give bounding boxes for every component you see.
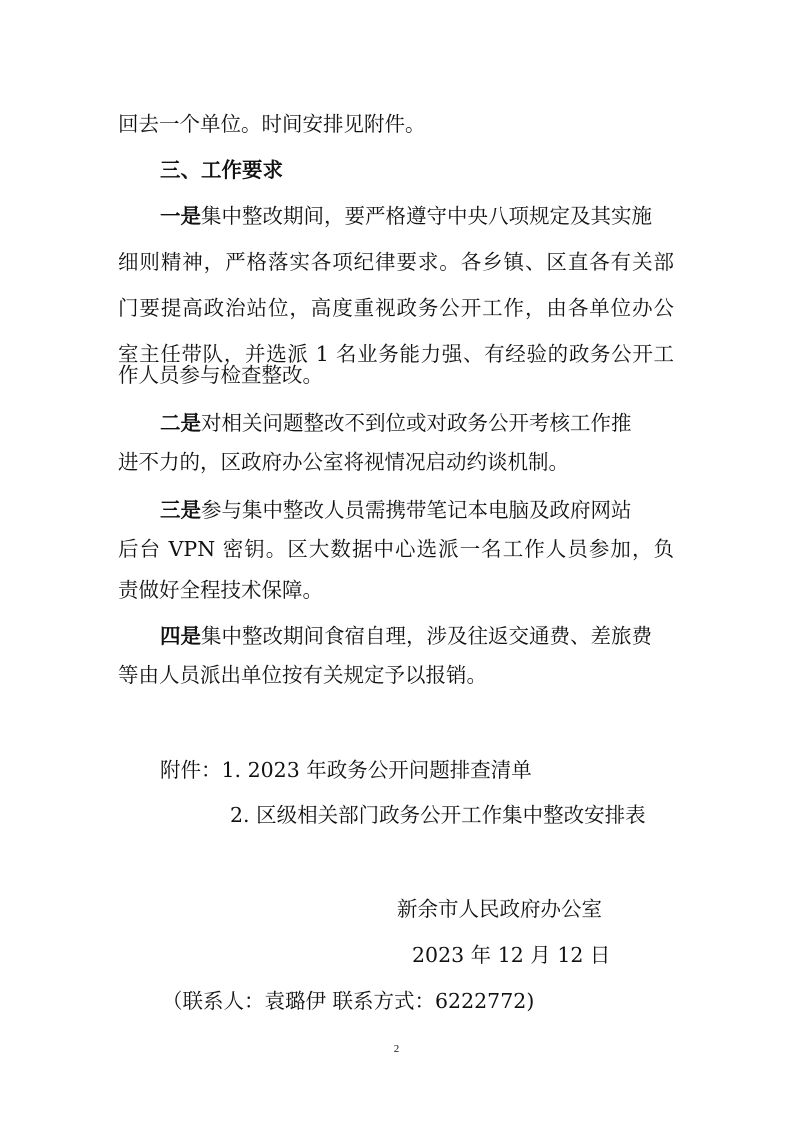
item1-label: 一是 [160,204,201,228]
continued-paragraph-line: 回去一个单位。时间安排见附件。 [118,112,426,136]
item1-line4: 室主任带队，并选派 1 名业务能力强、有经验的政务公开工 [118,342,674,366]
item3-first-line [160,498,632,522]
item1-line3: 门要提高政治站位，高度重视政务公开工作，由各单位办公 [118,296,674,320]
item1-text: 集中整改期间，要严格遵守中央八项规定及其实施 [201,204,652,228]
item2-label: 二是 [160,411,201,435]
item1-first-line [160,204,674,228]
issue-date: 2023 年 12 月 12 日 [412,943,611,967]
item4-label: 四是 [160,624,201,648]
item3-text: 参与集中整改人员需携带笔记本电脑及政府网站 [201,498,632,522]
issuing-organization: 新余市人民政府办公室 [397,897,602,921]
contact-info: （联系人：袁璐伊 联系方式：6222772) [162,989,535,1013]
item1-line5: 作人员参与检查整改。 [118,363,323,387]
item4-line2: 等由人员派出单位按有关规定予以报销。 [118,663,487,687]
item2-first-line [160,411,632,435]
page-number: 2 [393,1043,400,1055]
item3-label: 三是 [160,498,201,522]
item4-text: 集中整改期间食宿自理，涉及往返交通费、差旅费 [201,624,652,648]
section-heading: 三、工作要求 [160,158,283,182]
attachment-line-1: 附件：1. 2023 年政务公开问题排查清单 [160,758,532,782]
item3-line2: 后台 VPN 密钥。区大数据中心选派一名工作人员参加，负 [118,537,674,561]
item1-line2: 细则精神，严格落实各项纪律要求。各乡镇、区直各有关部 [118,250,674,274]
item2-text: 对相关问题整改不到位或对政务公开考核工作推 [201,411,632,435]
item2-line2: 进不力的，区政府办公室将视情况启动约谈机制。 [118,450,569,474]
item3-line3: 责做好全程技术保障。 [118,578,323,602]
item4-first-line [160,624,652,648]
attachment-line-2: 2. 区级相关部门政务公开工作集中整改安排表 [230,803,646,827]
